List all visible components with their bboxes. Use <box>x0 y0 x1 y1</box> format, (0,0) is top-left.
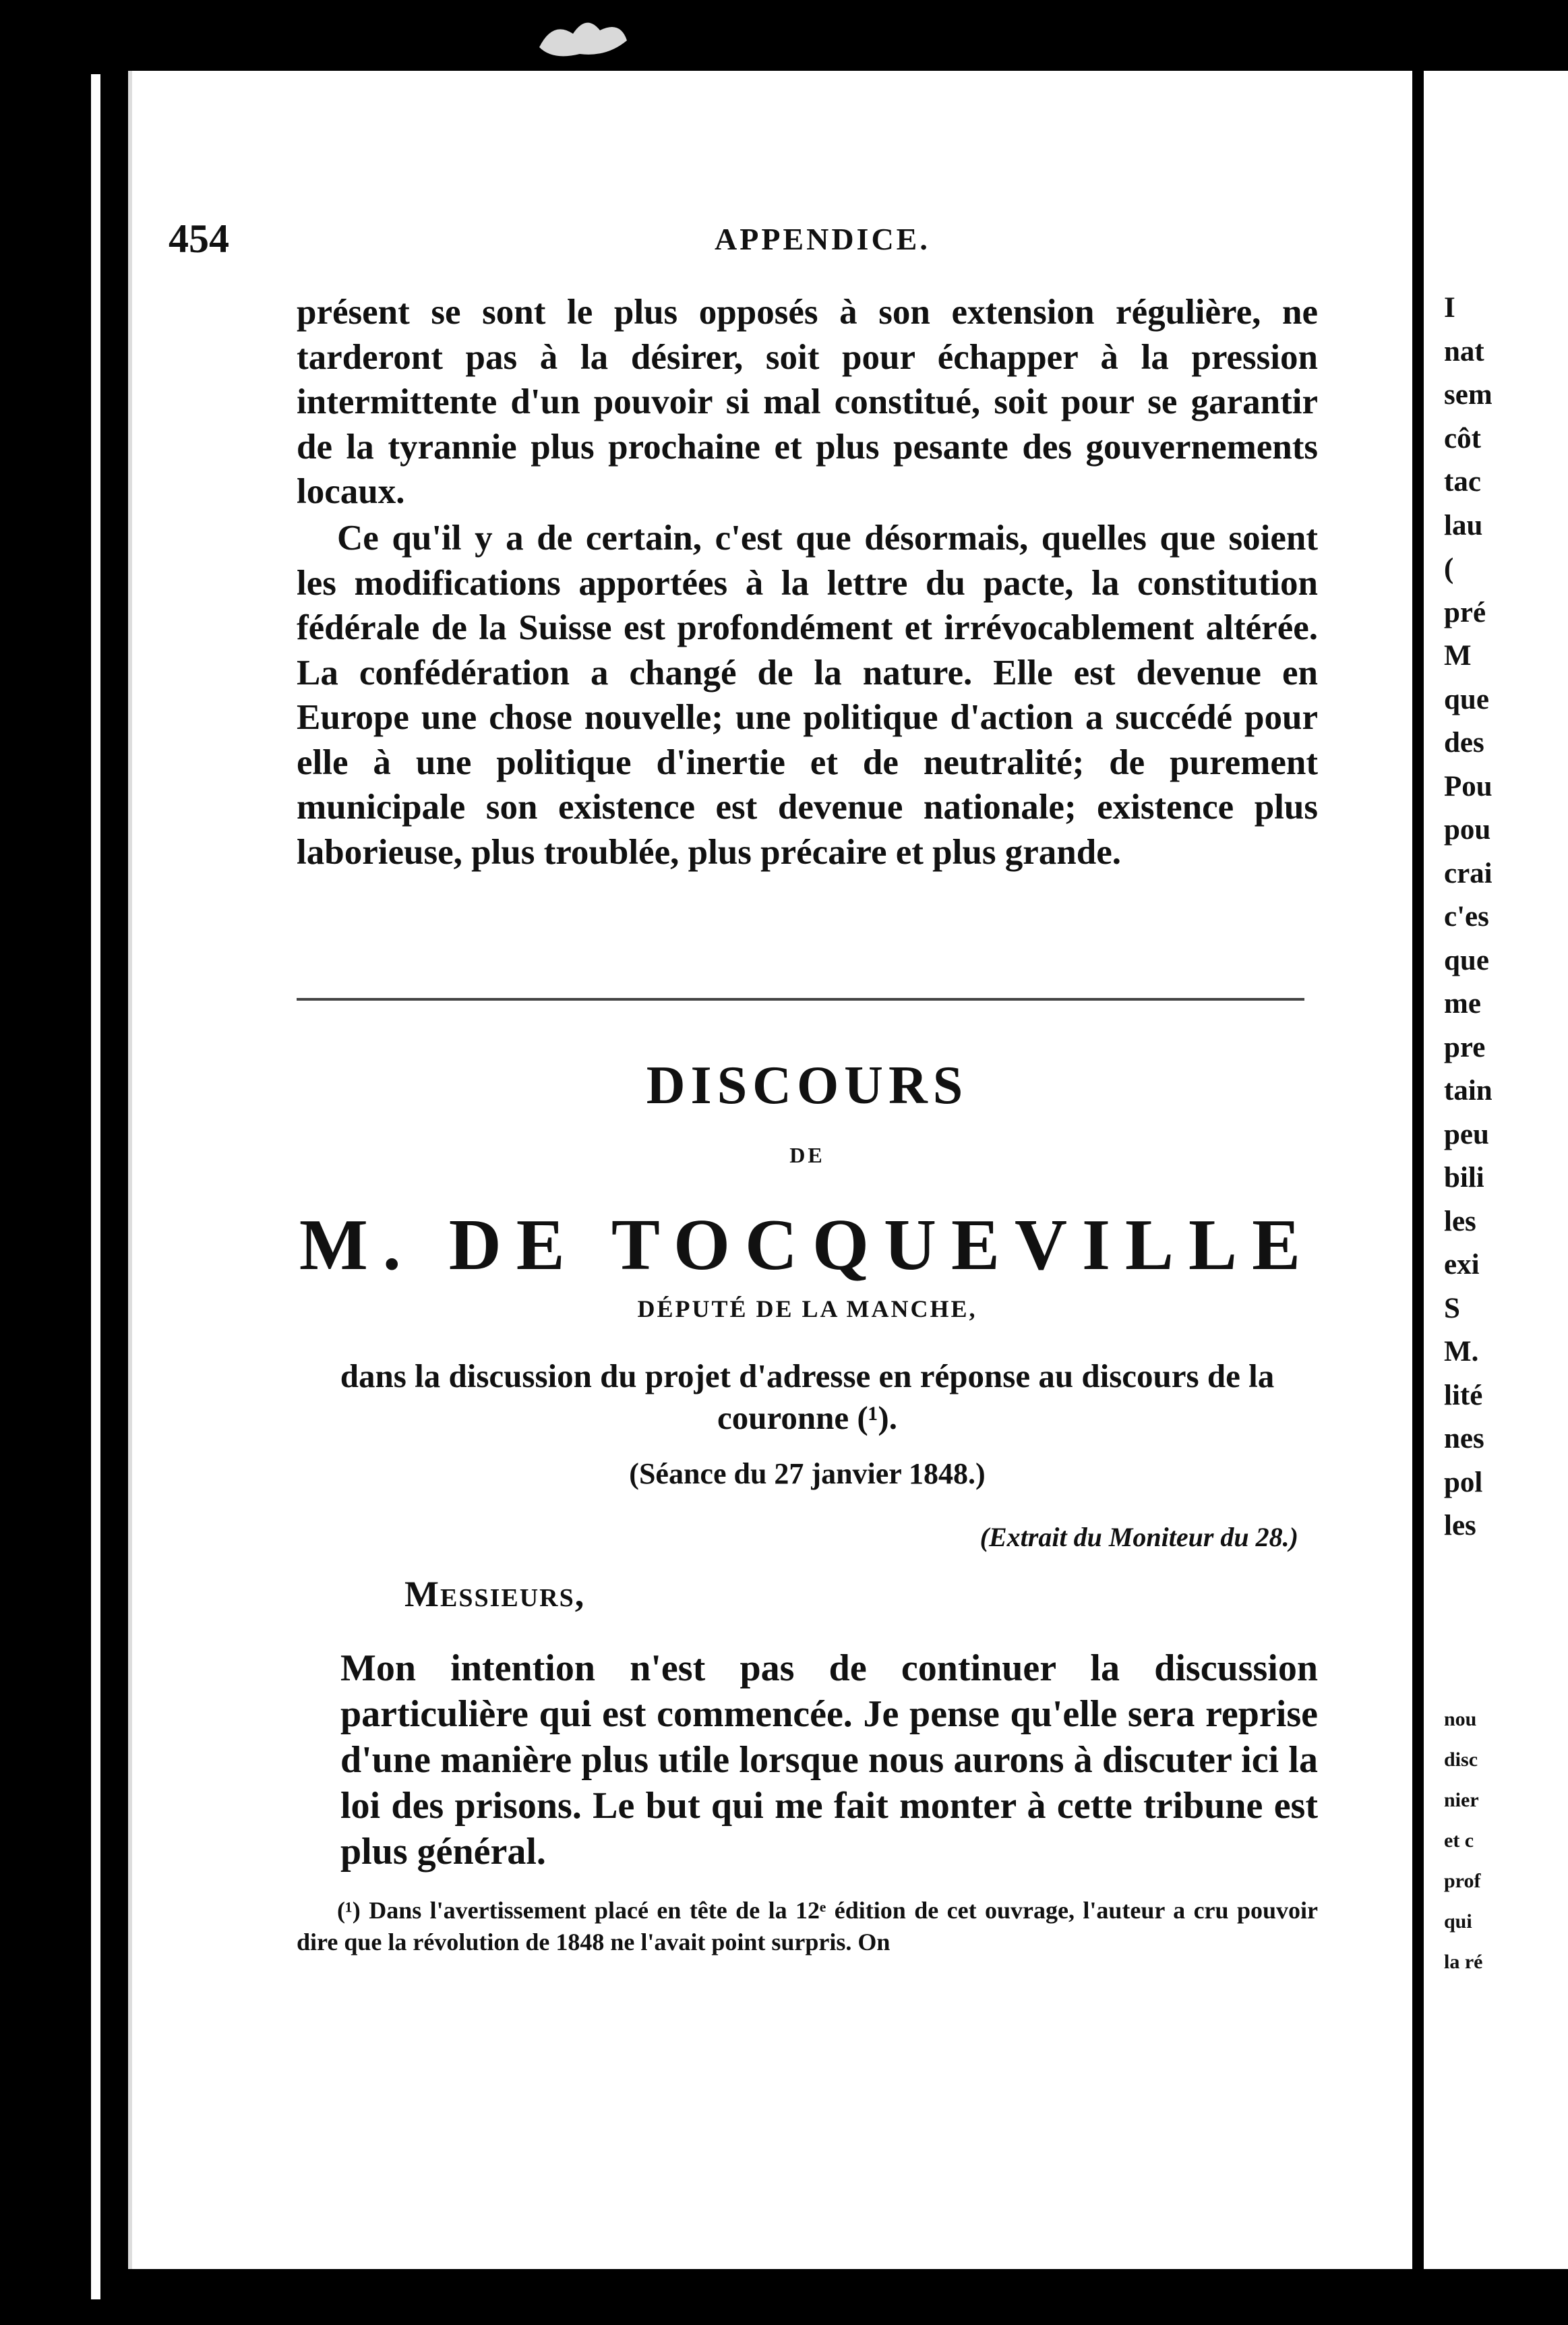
speech-paragraph: Mon intention n'est pas de continuer la discussion particulière qui est commencée. Je pense qu'elle sera reprise d'une manière plus utile lorsque nous aurons à discuter ici la loi des prisons. Le but qui me fait monter à cette tribune est plus général. <box>340 1647 1318 1873</box>
facing-page-fragment: crai <box>1444 857 1492 889</box>
facing-page-footnote-fragment: prof <box>1444 1870 1481 1892</box>
facing-page-fragment: exi <box>1444 1249 1480 1281</box>
facing-page-fragment: côt <box>1444 422 1481 454</box>
facing-page <box>1424 71 1568 2269</box>
facing-page-fragment: M <box>1444 640 1472 672</box>
facing-page-fragment: des <box>1444 727 1484 759</box>
facing-page-fragment: nes <box>1444 1423 1484 1454</box>
facing-page-fragment: Pou <box>1444 770 1492 802</box>
facing-page-fragment: ( <box>1444 553 1454 585</box>
facing-page-fragment: me <box>1444 988 1481 1020</box>
facing-page-footnote-fragment: et c <box>1444 1829 1474 1852</box>
facing-page-fragment: pou <box>1444 814 1491 846</box>
facing-page-fragment: nat <box>1444 335 1484 367</box>
facing-page-fragment: les <box>1444 1510 1476 1541</box>
facing-page-fragment: S <box>1444 1292 1460 1324</box>
body-paragraph-2: Ce qu'il y a de certain, c'est que désormais, quelles que soient les modifications apportées à la lettre du pacte, la constitution fédérale de la Suisse est profondément et irrévocablement altérée. La confédération a changé de la nature. Elle est devenue en Europe une chose nouvelle; une politique d'action a succédé pour elle à une politique d'inertie et de neutralité; de purement municipale son existence est devenue nationale; existence plus laborieuse, plus troublée, plus précaire et plus grande. <box>297 519 1318 872</box>
facing-page-fragment: que <box>1444 944 1489 976</box>
facing-page-fragment: lau <box>1444 509 1483 541</box>
facing-page-fragment: M. <box>1444 1336 1479 1367</box>
page-header <box>169 216 1315 263</box>
facing-page-footnote-fragment: la ré <box>1444 1951 1483 1973</box>
facing-page-fragment: sem <box>1444 379 1492 411</box>
speech-title: DISCOURS <box>646 1056 969 1115</box>
source-note: (Extrait du Moniteur du 28.) <box>979 1522 1298 1552</box>
section-divider <box>297 998 1304 1001</box>
facing-page-fragment: que <box>1444 683 1489 715</box>
body-paragraph-1: présent se sont le plus opposés à son extension régulière, ne tarderont pas à la désirer, soit pour échapper à la pression intermittente d'un pouvoir si mal constitué, soit pour se garantir de la tyrannie plus prochaine et plus pesante des gouvernements locaux. <box>297 293 1318 511</box>
page-number: 454 <box>169 216 229 261</box>
binding-edge <box>91 74 100 2299</box>
facing-page-fragment: c'es <box>1444 901 1489 933</box>
facing-page-footnote-fragment: nier <box>1444 1789 1479 1811</box>
ink-blot <box>526 0 634 61</box>
speaker-name: M. DE TOCQUEVILLE <box>299 1205 1316 1285</box>
facing-page-fragment: pre <box>1444 1031 1486 1063</box>
footnote: (¹) Dans l'avertissement placé en tête de la 12ᵉ édition de cet ouvrage, l'auteur a cru pouvoir dire que la révolution de 1848 ne l'avait point surpris. On <box>297 1897 1318 1955</box>
running-head: APPENDICE. <box>715 222 930 256</box>
session-date: (Séance du 27 janvier 1848.) <box>629 1457 986 1490</box>
facing-page-fragment: pol <box>1444 1466 1483 1498</box>
facing-page-footnote-fragment: nou <box>1444 1708 1477 1730</box>
facing-page-fragment: pré <box>1444 596 1486 628</box>
facing-page-fragment: I <box>1444 292 1455 324</box>
speech-de: DE <box>789 1143 825 1167</box>
facing-page-footnote-fragment: disc <box>1444 1748 1478 1771</box>
facing-page-fragment: lité <box>1444 1379 1483 1411</box>
facing-page-footnote-fragment: qui <box>1444 1910 1472 1933</box>
speech-context: dans la discussion du projet d'adresse en réponse au discours de la couronne (¹). <box>340 1357 1275 1436</box>
facing-page-fragment: bili <box>1444 1162 1484 1194</box>
speaker-role: DÉPUTÉ DE LA MANCHE, <box>637 1295 977 1322</box>
facing-page-fragment: tain <box>1444 1075 1492 1107</box>
salutation: Messieurs, <box>404 1574 586 1614</box>
facing-page-fragment: les <box>1444 1205 1476 1237</box>
facing-page-fragment: peu <box>1444 1118 1489 1150</box>
facing-page-fragment: tac <box>1444 466 1481 498</box>
book-binding <box>0 0 108 2325</box>
